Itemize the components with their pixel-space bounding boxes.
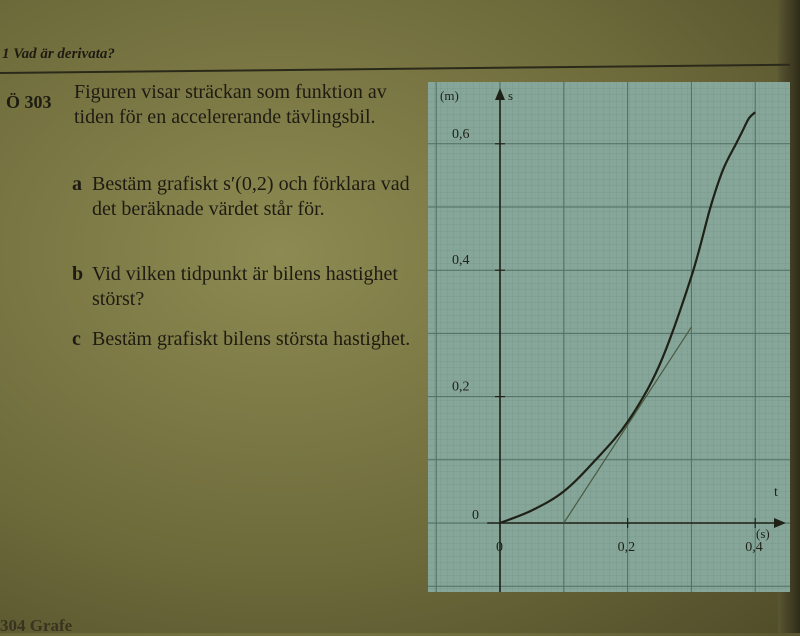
exercise-part-b <box>58 262 418 312</box>
part-text: Bestäm grafiskt bilens största hastighet. <box>92 328 411 350</box>
part-text: Bestäm grafiskt s′(0,2) och förklara vad det beräknade värdet står för. <box>92 173 410 220</box>
exercise-part-a <box>58 172 418 222</box>
part-letter: a <box>72 173 82 195</box>
x-axis-label: t <box>774 485 778 500</box>
part-letter: c <box>72 328 81 350</box>
x-tick-label: 0,4 <box>745 540 763 555</box>
part-letter: b <box>72 263 84 285</box>
y-tick-label: 0,6 <box>452 126 470 142</box>
distance-time-graph <box>428 82 790 592</box>
part-text: Vid vilken tidpunkt är bilens hastighet störst? <box>92 263 398 310</box>
x-unit-label: (s) <box>756 526 770 541</box>
x-tick-label: 0 <box>496 540 503 555</box>
y-tick-label: 0 <box>472 508 479 523</box>
y-tick-label: 0,2 <box>452 379 470 395</box>
exercise-part-c <box>58 327 418 352</box>
x-tick-label: 0,2 <box>617 540 636 555</box>
chapter-heading: 1 Vad är derivata? <box>2 46 115 62</box>
y-tick-label: 0,4 <box>452 253 470 269</box>
minor-grid <box>428 82 790 592</box>
header-rule <box>0 64 790 74</box>
exercise-number: Ö 303 <box>6 92 52 112</box>
y-unit-label: (m) <box>440 88 459 103</box>
y-axis-label: s <box>508 88 514 103</box>
footer-text: 304 Grafe <box>0 616 73 635</box>
exercise-text: Figuren visar sträckan som funktion av tiden för en accelererande tävlingsbil. <box>74 81 387 128</box>
